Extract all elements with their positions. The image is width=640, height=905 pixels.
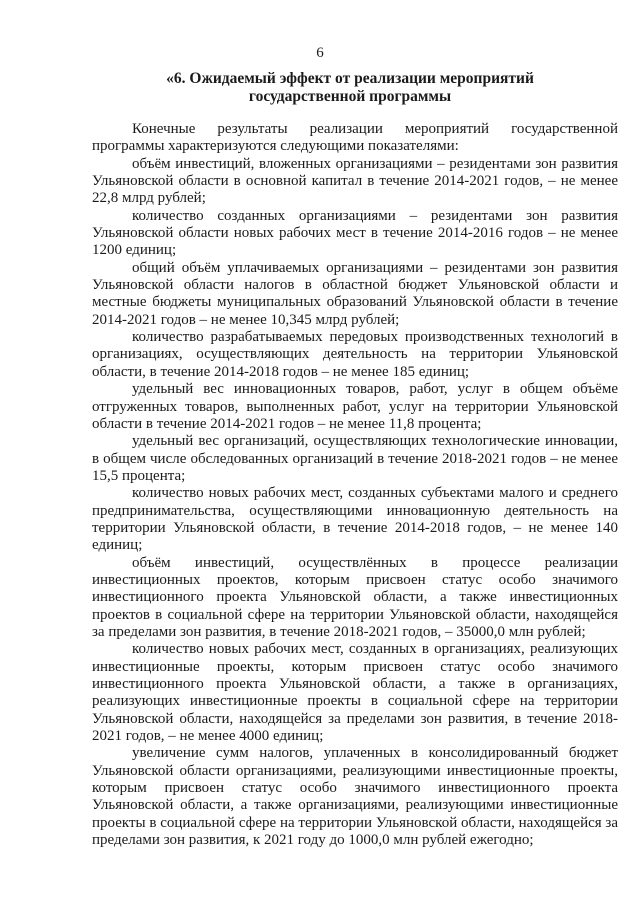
section-heading-line-1: «6. Ожидаемый эффект от реализации мероприятий <box>166 70 534 87</box>
indicator-paragraph: удельный вес инновационных товаров, работ, услуг в общем объёме отгруженных товаров, выполненных работ, услуг на территории Ульяновской области в течение 2014-2021 годов – не менее 11,8 процента; <box>92 381 618 432</box>
indicator-paragraph: количество новых рабочих мест, созданных субъектами малого и среднего предпринимательства, осуществляющими инновационную деятельность на территории Ульяновской области, в течение 2014-2018 годов, – не менее 140 единиц; <box>92 485 618 554</box>
indicator-paragraph: общий объём уплачиваемых организациями – резидентами зон развития Ульяновской области налогов в областной бюджет Ульяновской области и местные бюджеты муниципальных образований Ульяновской области в течение 2014-2021 годов – не менее 10,345 млрд рублей; <box>92 259 618 328</box>
document-body <box>92 121 618 849</box>
indicator-paragraph: объём инвестиций, осуществлённых в процессе реализации инвестиционных проектов, которым присвоен статус особо значимого инвестиционного проекта Ульяновской области, а также инвестиционных проектов в социальной сфере на территории Ульяновской области, находящейся за пределами зон развития, в течение 2018-2021 годов, – 35000,0 млн рублей; <box>92 554 618 640</box>
indicator-paragraph: увеличение сумм налогов, уплаченных в консолидированный бюджет Ульяновской области организациями, реализующими инвестиционные проекты, которым присвоен статус особо значимого инвестиционного проекта Ульяновской области, а также организациями, реализующими инвестиционные проекты в социальной сфере на территории Ульяновской области, находящейся за пределами зон развития, к 2021 году до 1000,0 млн рублей ежегодно; <box>92 745 618 849</box>
section-heading <box>150 70 550 106</box>
indicator-paragraph: количество созданных организациями – резидентами зон развития Ульяновской области новых рабочих мест в течение 2014-2016 годов – не менее 1200 единиц; <box>92 207 618 259</box>
indicator-paragraph: объём инвестиций, вложенных организациями – резидентами зон развития Ульяновской области в основной капитал в течение 2014-2021 годов, – не менее 22,8 млрд рублей; <box>92 155 618 207</box>
indicator-paragraph: количество новых рабочих мест, созданных в организациях, реализующих инвестиционные проекты, которым присвоен статус особо значимого инвестиционного проекта Ульяновской области, а также в организациях, реализующих инвестиционные проекты в социальной сфере на территории Ульяновской области, находящейся за пределами зон развития, в течение 2018-2021 годов, – не менее 4000 единиц; <box>92 641 618 745</box>
intro-paragraph: Конечные результаты реализации мероприятий государственной программы характеризуются следующими показателями: <box>92 121 618 155</box>
section-heading-line-2: государственной программы <box>248 88 452 105</box>
indicator-paragraph: удельный вес организаций, осуществляющих технологические инновации, в общем числе обследованных организаций в течение 2018-2021 годов – не менее 15,5 процента; <box>92 433 618 484</box>
indicator-paragraph: количество разрабатываемых передовых производственных технологий в организациях, осуществляющих деятельность на территории Ульяновской области, в течение 2014-2018 годов – не менее 185 единиц; <box>92 329 618 380</box>
page-number: 6 <box>316 45 324 61</box>
